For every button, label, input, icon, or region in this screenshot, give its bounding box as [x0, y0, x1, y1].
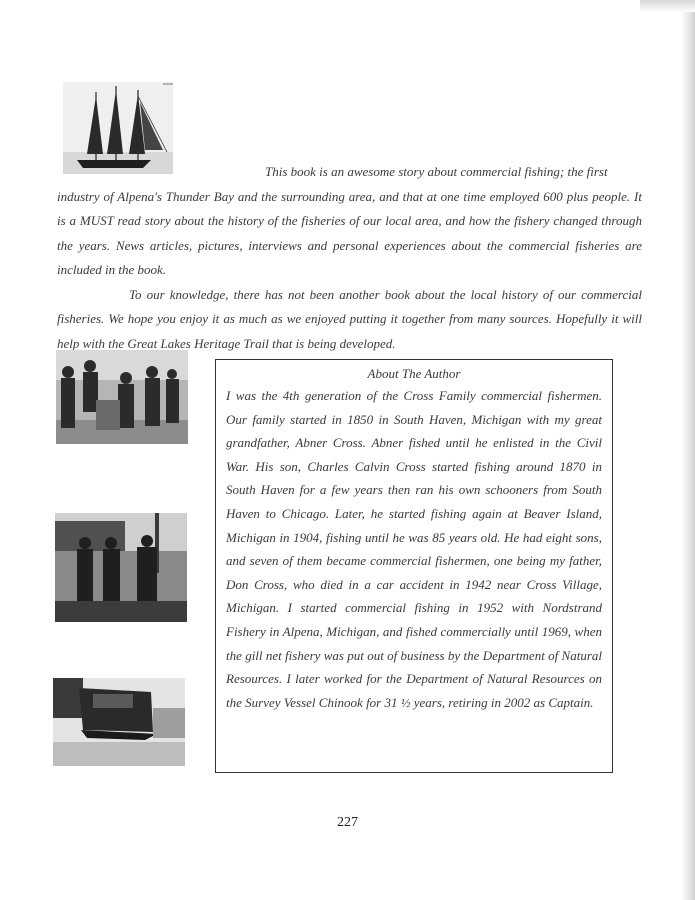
- page-edge-shadow: [681, 0, 695, 900]
- fishermen-group-photo: [56, 350, 188, 444]
- page-number: 227: [337, 815, 358, 830]
- intro-paragraph-2: To our knowledge, there has not been another book about the local history of our commercial fisheries. We hope you enjoy it as much as we enjoyed putting it together from many sources. Hopefully it will help with the Great Lakes Heritage Trail that is being developed.: [57, 286, 642, 351]
- intro-text: [57, 160, 642, 356]
- intro-paragraph-1: industry of Alpena's Thunder Bay and the surrounding area, and that at one time employed 600 plus people. It is a MUST read story about the history of the fisheries of our local area, and how the fishery changed through the years. News articles, pictures, interviews and personal experiences about the commercial fisheries are included in the book.: [57, 188, 642, 277]
- about-author-box: [215, 359, 613, 773]
- intro-first-line: This book is an awesome story about commercial fishing; the first: [265, 164, 608, 179]
- page-corner-shadow: [640, 0, 695, 12]
- fishermen-dock-photo: [55, 513, 187, 622]
- about-author-title: About The Author: [367, 366, 461, 381]
- fishing-tug-photo: [53, 678, 185, 766]
- about-author-text: I was the 4th generation of the Cross Family commercial fishermen. Our family started in 1850 in South Haven, Michigan with my great grandfather, Abner Cross. Abner fished until he enlisted in the Civil War. His son, Charles Calvin Cross started fishing around 1870 in South Haven for a few years then ran his own schooners from South Haven to Chicago. Later, he started fishing again at Beaver Island, Michigan in 1904, fishing until he was 85 years old. He had eight sons, and seven of them became commercial fishermen, one being my father, Don Cross, who died in a car accident in 1942 near Cross Village, Michigan. I started commercial fishing in 1952 with Nordstrand Fishery in Alpena, Michigan, and fished commercially until 1969, when the gill net fishery was put out of business by the Department of Natural Resources. I later worked for the Department of Natural Resources on the Survey Vessel Chinook for 31 ½ years, retiring in 2002 as Captain.: [226, 388, 602, 710]
